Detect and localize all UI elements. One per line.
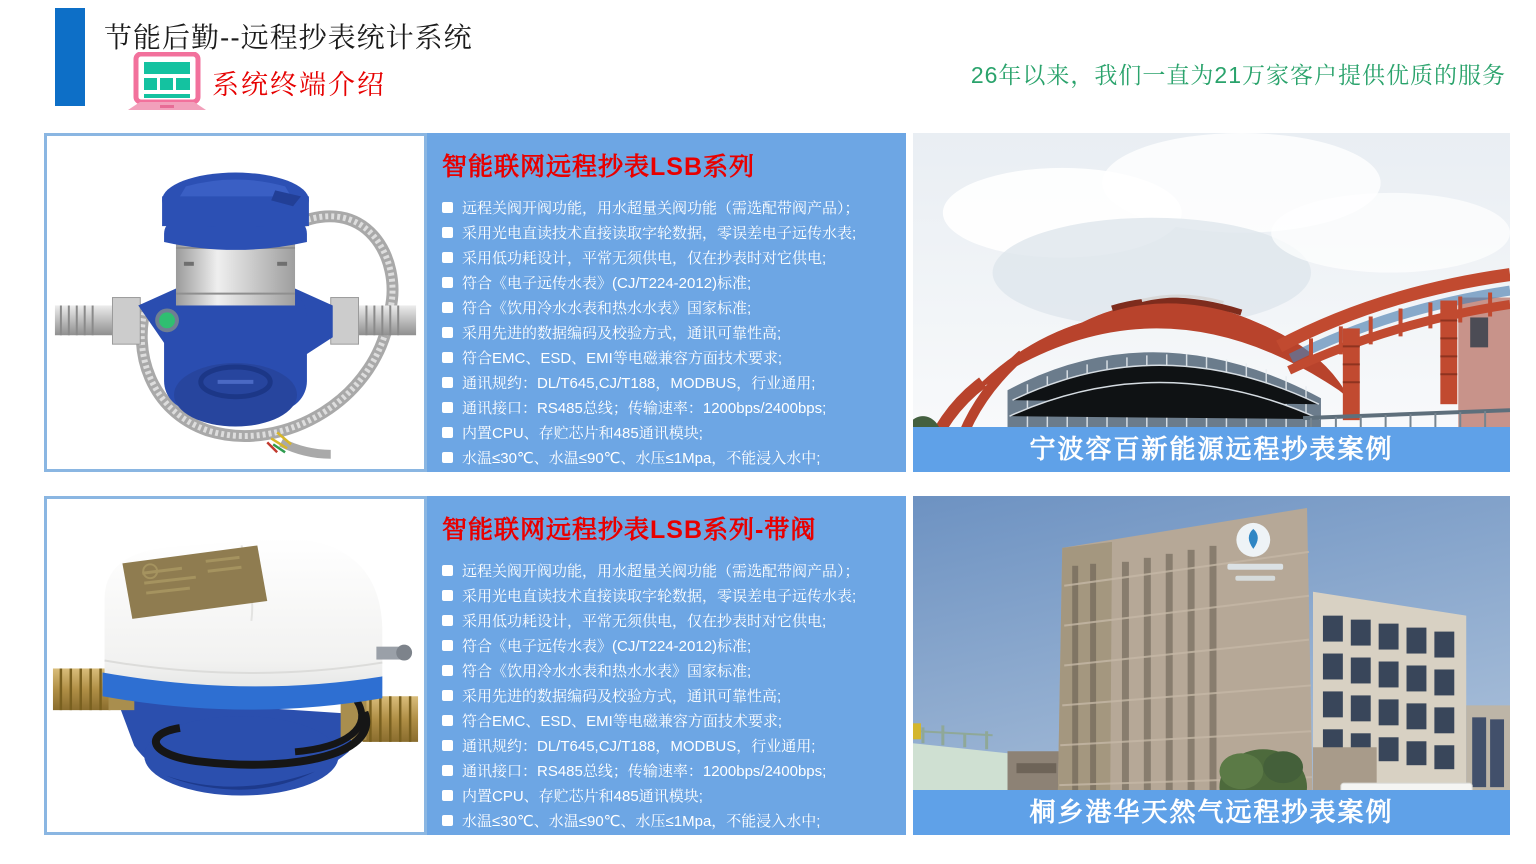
case-photo-ningbo	[913, 133, 1510, 472]
feature-item	[442, 295, 896, 320]
bullet-square-icon	[442, 427, 453, 438]
feature-text: 通讯接口：RS485总线；传输速率：1200bps/2400bps;	[462, 763, 827, 780]
section-label: 系统终端介绍	[212, 70, 386, 100]
page-title: 节能后勤--远程抄表统计系统	[104, 22, 473, 53]
feature-item	[442, 345, 896, 370]
product-title: 智能联网远程抄表LSB系列-带阀	[442, 516, 817, 544]
feature-text: 采用光电直读技术直接读取字轮数据，零误差电子远传水表;	[462, 225, 857, 242]
feature-item	[442, 583, 896, 608]
feature-item	[442, 270, 896, 295]
feature-item	[442, 683, 896, 708]
feature-item	[442, 733, 896, 758]
feature-text: 采用先进的数据编码及校验方式，通讯可靠性高;	[462, 325, 782, 342]
ningbo-building-image	[913, 133, 1510, 472]
product-info-panel-lsb-valve	[427, 496, 906, 835]
feature-text: 采用光电直读技术直接读取字轮数据，零误差电子远传水表;	[462, 588, 857, 605]
feature-item	[442, 758, 896, 783]
bullet-square-icon	[442, 402, 453, 413]
accent-bar	[55, 8, 85, 106]
feature-item	[442, 320, 896, 345]
product-image-box-lsb	[44, 133, 427, 472]
feature-item	[442, 245, 896, 270]
bullet-square-icon	[442, 352, 453, 363]
feature-text: 内置CPU、存贮芯片和485通讯模块;	[462, 425, 703, 442]
case-caption: 宁波容百新能源远程抄表案例	[913, 427, 1510, 472]
feature-item	[442, 445, 896, 470]
feature-text: 采用先进的数据编码及校验方式，通讯可靠性高;	[462, 688, 782, 705]
case-caption: 桐乡港华天然气远程抄表案例	[913, 790, 1510, 835]
feature-text: 远程关阀开阀功能，用水超量关阀功能（需选配带阀产品）；	[462, 200, 860, 217]
feature-text: 水温≤30℃、水温≤90℃、水压≤1Mpa，不能浸入水中;	[462, 450, 821, 467]
laptop-icon	[126, 52, 208, 114]
feature-item	[442, 633, 896, 658]
feature-text: 通讯规约：DL/T645,CJ/T188，MODBUS，行业通用;	[462, 375, 816, 392]
laptop-icon-graphic	[126, 52, 208, 114]
feature-text: 符合EMC、ESD、EMI等电磁兼容方面技术要求;	[462, 713, 783, 730]
bullet-square-icon	[442, 227, 453, 238]
feature-item	[442, 395, 896, 420]
bullet-square-icon	[442, 277, 453, 288]
feature-item	[442, 658, 896, 683]
feature-text: 内置CPU、存贮芯片和485通讯模块;	[462, 788, 703, 805]
lsb-water-meter-image	[47, 136, 424, 469]
feature-text: 符合《电子远传水表》(CJ/T224-2012)标准;	[462, 638, 752, 655]
bullet-square-icon	[442, 765, 453, 776]
feature-text: 符合《饮用冷水水表和热水水表》国家标准;	[462, 663, 752, 680]
bullet-square-icon	[442, 740, 453, 751]
bullet-square-icon	[442, 815, 453, 826]
feature-item	[442, 783, 896, 808]
bullet-square-icon	[442, 377, 453, 388]
bullet-square-icon	[442, 302, 453, 313]
tongxiang-building-image	[913, 496, 1510, 835]
bullet-square-icon	[442, 715, 453, 726]
feature-text: 远程关阀开阀功能，用水超量关阀功能（需选配带阀产品）；	[462, 563, 860, 580]
bullet-square-icon	[442, 327, 453, 338]
feature-item	[442, 370, 896, 395]
bullet-square-icon	[442, 590, 453, 601]
feature-text: 采用低功耗设计，平常无须供电，仅在抄表时对它供电;	[462, 250, 827, 267]
feature-text: 通讯规约：DL/T645,CJ/T188，MODBUS，行业通用;	[462, 738, 816, 755]
bullet-square-icon	[442, 790, 453, 801]
feature-text: 水温≤30℃、水温≤90℃、水压≤1Mpa，不能浸入水中;	[462, 813, 821, 830]
feature-item	[442, 420, 896, 445]
bullet-square-icon	[442, 565, 453, 576]
feature-text: 采用低功耗设计，平常无须供电，仅在抄表时对它供电;	[462, 613, 827, 630]
feature-text: 符合EMC、ESD、EMI等电磁兼容方面技术要求;	[462, 350, 783, 367]
feature-text: 通讯接口：RS485总线；传输速率：1200bps/2400bps;	[462, 400, 827, 417]
feature-list	[442, 195, 896, 470]
feature-item	[442, 558, 896, 583]
product-title: 智能联网远程抄表LSB系列	[442, 153, 756, 181]
case-photo-tongxiang	[913, 496, 1510, 835]
feature-item	[442, 220, 896, 245]
bullet-square-icon	[442, 452, 453, 463]
feature-item	[442, 608, 896, 633]
feature-item	[442, 808, 896, 833]
bullet-square-icon	[442, 690, 453, 701]
feature-text: 符合《电子远传水表》(CJ/T224-2012)标准;	[462, 275, 752, 292]
bullet-square-icon	[442, 202, 453, 213]
feature-item	[442, 195, 896, 220]
feature-item	[442, 708, 896, 733]
feature-list	[442, 558, 896, 833]
bullet-square-icon	[442, 640, 453, 651]
lsb-valve-water-meter-image	[47, 499, 424, 832]
product-info-panel-lsb	[427, 133, 906, 472]
tagline: 26年以来，我们一直为21万家客户提供优质的服务	[970, 62, 1506, 88]
product-image-box-lsb-valve	[44, 496, 427, 835]
bullet-square-icon	[442, 252, 453, 263]
feature-text: 符合《饮用冷水水表和热水水表》国家标准;	[462, 300, 752, 317]
bullet-square-icon	[442, 665, 453, 676]
bullet-square-icon	[442, 615, 453, 626]
